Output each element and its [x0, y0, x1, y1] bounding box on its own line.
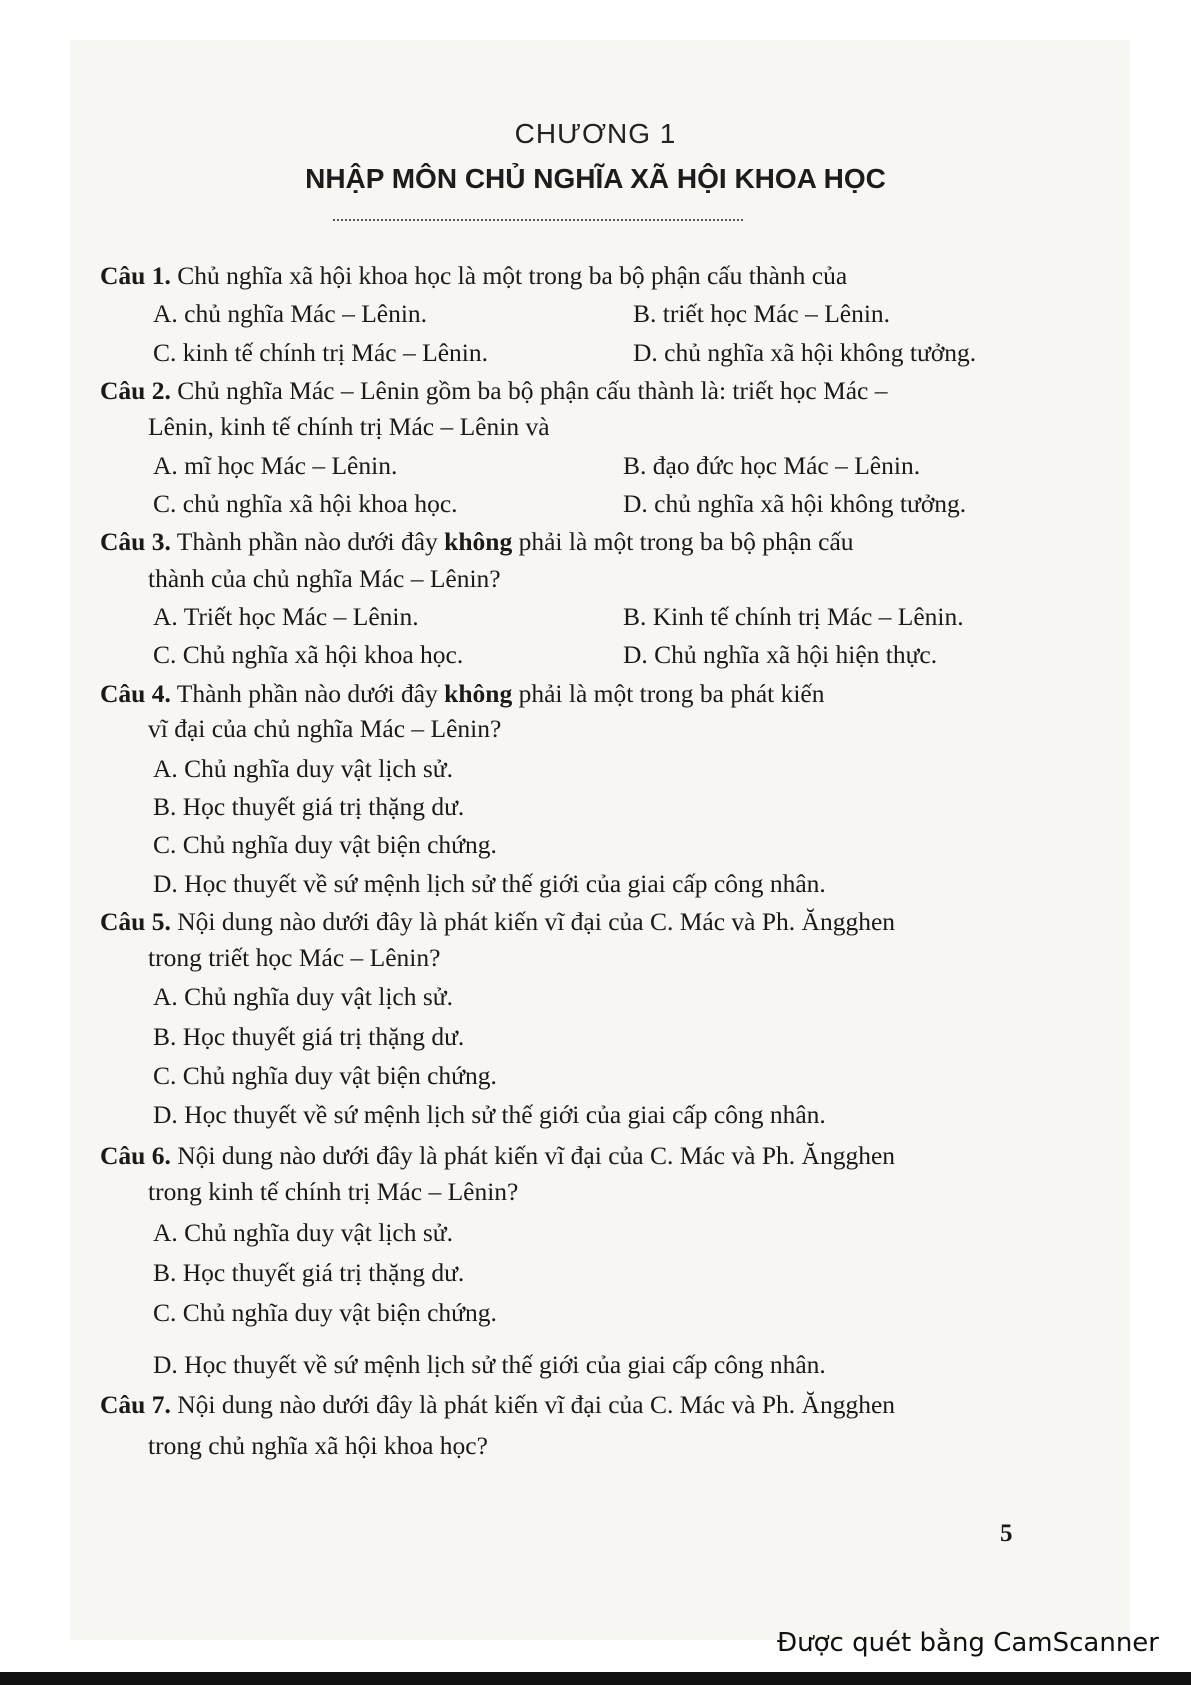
question-text: Nội dung nào dưới đây là phát kiến vĩ đại của C. Mác và Ph. Ăngghen	[177, 1390, 896, 1419]
q2-option-a: A. mĩ học Mác – Lênin.	[153, 451, 398, 480]
question-2-continuation: Lênin, kinh tế chính trị Mác – Lênin và	[148, 412, 550, 441]
q6-option-b: B. Học thuyết giá trị thặng dư.	[153, 1258, 465, 1287]
q6-option-a: A. Chủ nghĩa duy vật lịch sử.	[153, 1218, 453, 1247]
chapter-title: NHẬP MÔN CHỦ NGHĨA XÃ HỘI KHOA HỌC	[305, 163, 886, 194]
question-4	[100, 676, 1005, 712]
q2-option-c: C. chủ nghĩa xã hội khoa học.	[153, 489, 458, 518]
question-label: Câu 1.	[100, 261, 171, 290]
question-6-continuation: trong kinh tế chính trị Mác – Lênin?	[148, 1177, 519, 1206]
question-emphasis: không	[444, 679, 513, 708]
question-7	[100, 1387, 1005, 1423]
q1-option-c: C. kinh tế chính trị Mác – Lênin.	[153, 338, 488, 367]
q1-option-d: D. chủ nghĩa xã hội không tưởng.	[633, 338, 977, 367]
question-text: Chủ nghĩa xã hội khoa học là một trong ba bộ phận cấu thành của	[177, 261, 848, 290]
page-number: 5	[1000, 1520, 1013, 1547]
question-text: phải là một trong ba phát kiến	[518, 679, 825, 708]
question-1	[100, 258, 1005, 294]
question-7-continuation: trong chủ nghĩa xã hội khoa học?	[148, 1431, 488, 1460]
q2-option-d: D. chủ nghĩa xã hội không tưởng.	[623, 489, 967, 518]
q6-option-c: C. Chủ nghĩa duy vật biện chứng.	[153, 1298, 497, 1327]
q4-option-b: B. Học thuyết giá trị thặng dư.	[153, 792, 465, 821]
q4-option-a: A. Chủ nghĩa duy vật lịch sử.	[153, 754, 453, 783]
q5-option-c: C. Chủ nghĩa duy vật biện chứng.	[153, 1061, 497, 1090]
question-5-continuation: trong triết học Mác – Lênin?	[148, 943, 441, 972]
q3-option-c: C. Chủ nghĩa xã hội khoa học.	[153, 640, 464, 669]
question-5	[100, 904, 1005, 940]
question-text: Chủ nghĩa Mác – Lênin gồm ba bộ phận cấu thành là: triết học Mác –	[177, 376, 888, 405]
question-label: Câu 5.	[100, 907, 171, 936]
q1-option-a: A. chủ nghĩa Mác – Lênin.	[153, 299, 428, 328]
q3-option-d: D. Chủ nghĩa xã hội hiện thực.	[623, 640, 938, 669]
question-2	[100, 373, 1005, 409]
question-text: Thành phần nào dưới đây	[176, 679, 438, 708]
question-text: Nội dung nào dưới đây là phát kiến vĩ đại của C. Mác và Ph. Ăngghen	[177, 1141, 896, 1170]
q1-option-b: B. triết học Mác – Lênin.	[633, 299, 891, 328]
question-text: Nội dung nào dưới đây là phát kiến vĩ đại của C. Mác và Ph. Ăngghen	[177, 907, 896, 936]
question-3-continuation: thành của chủ nghĩa Mác – Lênin?	[148, 564, 501, 593]
scan-margin	[0, 0, 72, 1685]
q4-option-d: D. Học thuyết về sứ mệnh lịch sử thế giới của giai cấp công nhân.	[153, 869, 826, 898]
question-emphasis: không	[444, 527, 513, 556]
scanner-watermark: Được quét bằng CamScanner	[776, 1628, 1159, 1658]
chapter-label: CHƯƠNG 1	[514, 118, 677, 149]
q5-option-b: B. Học thuyết giá trị thặng dư.	[153, 1022, 465, 1051]
question-text: phải là một trong ba bộ phận cấu	[518, 527, 854, 556]
question-3	[100, 524, 1005, 560]
question-6	[100, 1138, 1005, 1174]
bottom-bar	[0, 1672, 1191, 1685]
question-label: Câu 6.	[100, 1141, 171, 1170]
q2-option-b: B. đạo đức học Mác – Lênin.	[623, 451, 921, 480]
question-label: Câu 4.	[100, 679, 171, 708]
question-4-continuation: vĩ đại của chủ nghĩa Mác – Lênin?	[148, 714, 502, 743]
q3-option-a: A. Triết học Mác – Lênin.	[153, 602, 419, 631]
q5-option-d: D. Học thuyết về sứ mệnh lịch sử thế giới của giai cấp công nhân.	[153, 1100, 826, 1129]
q3-option-b: B. Kinh tế chính trị Mác – Lênin.	[623, 602, 964, 631]
question-label: Câu 2.	[100, 376, 171, 405]
q4-option-c: C. Chủ nghĩa duy vật biện chứng.	[153, 830, 497, 859]
question-text: Thành phần nào dưới đây	[176, 527, 438, 556]
question-label: Câu 3.	[100, 527, 171, 556]
q5-option-a: A. Chủ nghĩa duy vật lịch sử.	[153, 982, 453, 1011]
title-divider	[333, 219, 743, 221]
question-label: Câu 7.	[100, 1390, 171, 1419]
q6-option-d: D. Học thuyết về sứ mệnh lịch sử thế giới của giai cấp công nhân.	[153, 1350, 826, 1379]
